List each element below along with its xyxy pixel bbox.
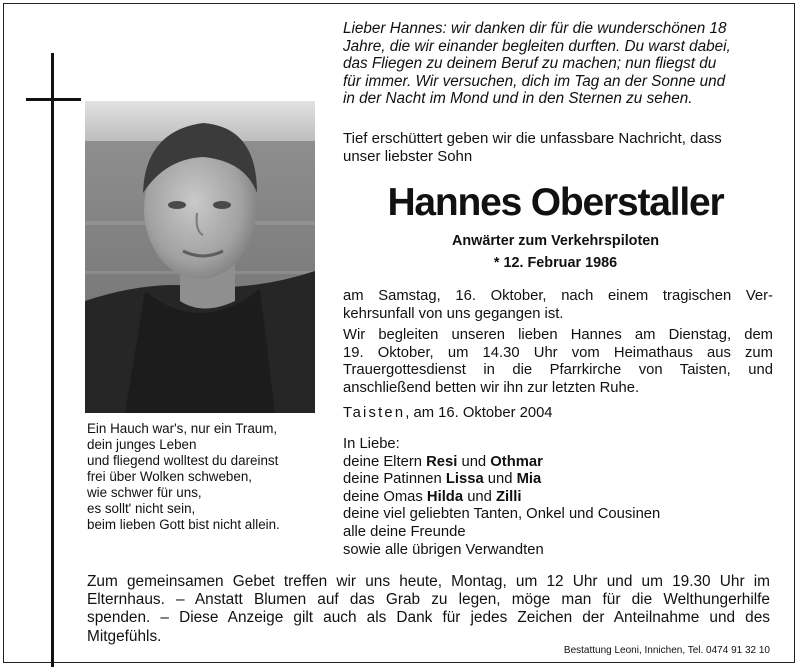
deceased-name: Hannes Oberstaller	[387, 181, 724, 224]
closing-line: Zum gemeinsamen Gebet treffen wir uns heute, Montag, um 12 Uhr und um 19.30 Uhr im	[87, 573, 770, 590]
godmother-name: Lissa	[445, 471, 484, 488]
intro-dedication	[343, 20, 773, 108]
body-line: Wir begleiten unseren lieben Hannes am Dienstag, dem	[343, 327, 773, 344]
grandmother-name: Zilli	[496, 488, 522, 505]
mourners-list	[343, 436, 773, 559]
deceased-profession: Anwärter zum Verkehrspiloten	[451, 233, 660, 249]
lead-line: Tief erschüttert geben wir die unfassbare Nachricht, dass	[343, 130, 722, 147]
cross-icon-bar	[26, 98, 81, 101]
lead-line: unser liebster Sohn	[343, 147, 473, 165]
intro-line: das Fliegen zu deinem Beruf zu machen; nun fliegst du	[343, 55, 717, 73]
mourners-others: sowie alle übrigen Verwandten	[343, 541, 544, 558]
godmother-name: Mia	[516, 471, 542, 488]
place-name: Taisten	[343, 405, 406, 421]
closing-line: Mitgefühls.	[87, 627, 162, 645]
mourners-grandmothers: deine Omas Hilda und Zilli	[343, 488, 522, 505]
intro-line: Jahre, die wir einander begleiten durften. Du warst dabei,	[343, 37, 731, 55]
poem-line: frei über Wolken schweben,	[87, 469, 252, 484]
intro-line: Lieber Hannes: wir danken dir für die wunderschönen 18	[343, 20, 727, 37]
mourners-relatives: deine viel geliebten Tanten, Onkel und Cousinen	[343, 506, 661, 523]
undertaker-credit: Bestattung Leoni, Innichen, Tel. 0474 91 32 10	[563, 645, 770, 656]
poem-line: und fliegend wolltest du dareinst	[87, 453, 279, 468]
body-line: anschließend betten wir ihn zur letzten Ruhe.	[343, 379, 640, 396]
mourners-friends: alle deine Freunde	[343, 523, 466, 540]
poem-line: wie schwer für uns,	[87, 485, 202, 500]
notice-date: , am 16. Oktober 2004	[405, 405, 553, 421]
place-date	[343, 404, 553, 422]
closing-text	[87, 573, 770, 646]
body-line: 19. Oktober, um 14.30 Uhr vom Heimathaus aus zum	[343, 344, 773, 361]
poem-line: es sollt' nicht sein,	[87, 501, 196, 516]
announcement-body	[343, 288, 773, 398]
poem-line: dein junges Leben	[87, 437, 197, 452]
poem	[87, 421, 327, 533]
parent-name: Othmar	[490, 453, 543, 470]
grandmother-name: Hilda	[426, 488, 464, 505]
birth-date: * 12. Februar 1986	[493, 255, 618, 271]
mourners-heading: In Liebe:	[343, 436, 400, 452]
intro-line: in der Nacht im Mond und in den Sternen zu sehen.	[343, 90, 693, 108]
portrait-photo	[85, 101, 315, 413]
mourners-godmothers: deine Patinnen Lissa und Mia	[343, 471, 542, 488]
poem-line: Ein Hauch war's, nur ein Traum,	[87, 421, 278, 436]
announcement-lead	[343, 130, 773, 165]
closing-line: Elternhaus. – Anstatt Blumen auf das Grab zu legen, möge man für die Welthungerhilfe	[87, 591, 770, 609]
parent-name: Resi	[426, 453, 458, 470]
closing-line: spenden. – Diese Anzeige gilt auch als Dank für jedes Zeichen der Anteilnahme und des	[87, 609, 770, 627]
body-line: am Samstag, 16. Oktober, nach einem tragischen Ver-	[343, 288, 773, 304]
body-line: Trauergottesdienst in die Pfarrkirche von Taisten, und	[343, 362, 773, 379]
poem-line: beim lieben Gott bist nicht allein.	[87, 517, 280, 532]
body-line: kehrsunfall von uns gegangen ist.	[343, 305, 564, 322]
intro-line: für immer. Wir versuchen, dich im Tag an der Sonne und	[343, 72, 726, 90]
cross-icon	[51, 53, 54, 667]
mourners-parents: deine Eltern Resi und Othmar	[343, 453, 543, 470]
